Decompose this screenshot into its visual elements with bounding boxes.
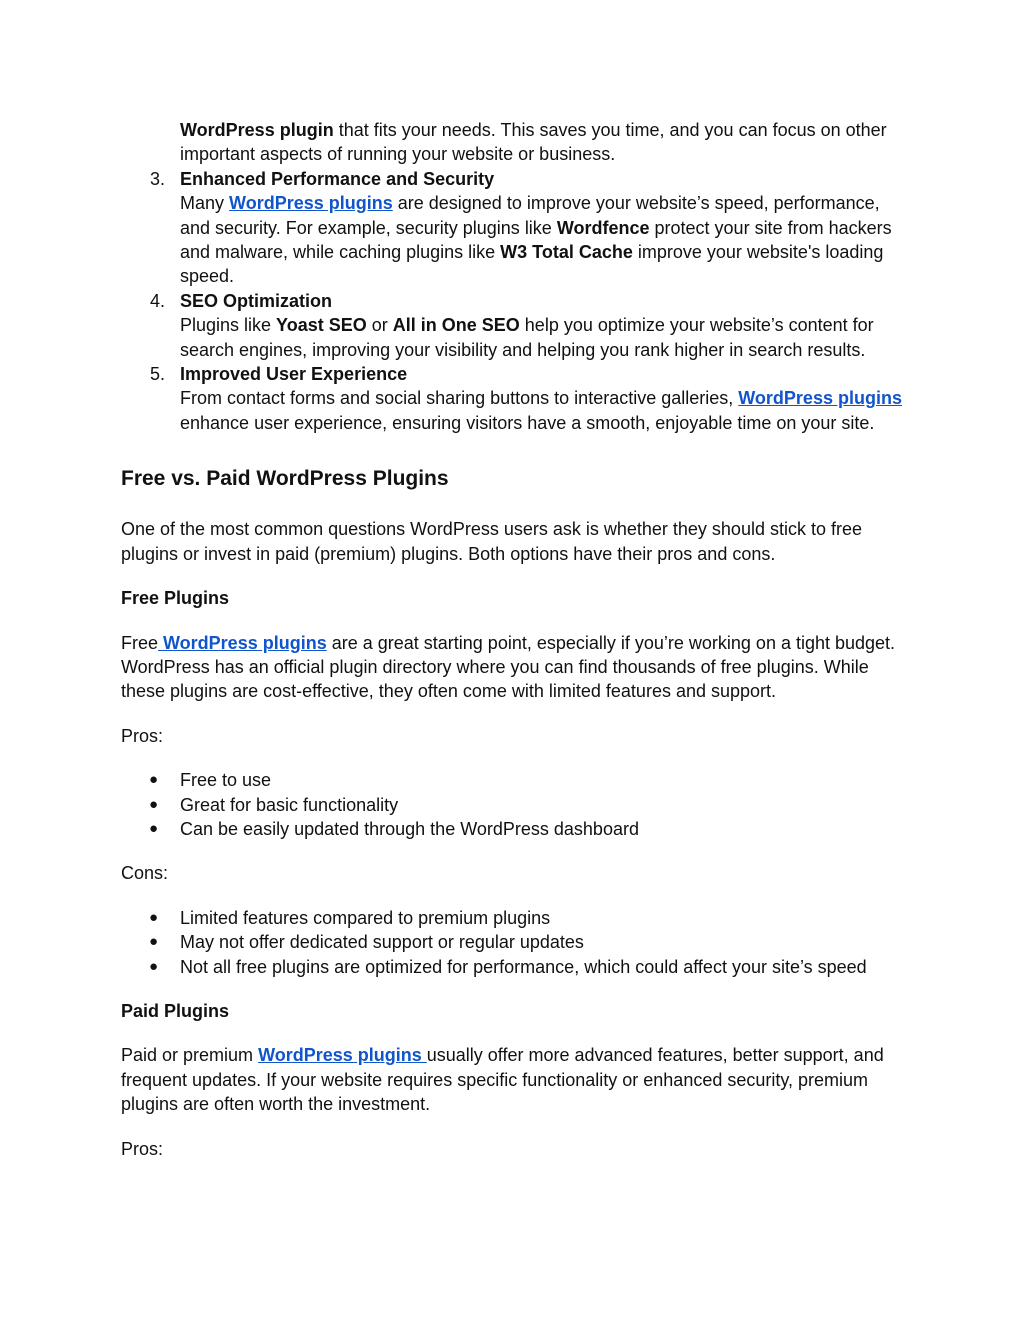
list-number: 3. (150, 168, 166, 189)
wordpress-plugins-link[interactable]: WordPress plugins (738, 388, 902, 409)
list-item-text: May not offer dedicated support or regular updates (180, 932, 584, 953)
list-item (121, 906, 911, 930)
bold-term: WordPress plugin (180, 120, 334, 140)
list-item-title: Improved User Experience (180, 364, 408, 385)
wordpress-plugins-link[interactable]: WordPress plugins (258, 1045, 427, 1066)
text-run: are designed to improve your website’s speed, performance, and security. For example, security plugins like (180, 193, 880, 238)
text-run: are a great starting point, especially if you’re working on a tight budget. WordPress has an official plugin directory where you can find thousands of free plugins. While these plugins are cost-effective, they often come with limited features and support. (121, 632, 896, 702)
list-item (121, 793, 911, 817)
list-item (121, 817, 911, 841)
paid-plugins-heading: Paid Plugins (121, 1000, 230, 1021)
bullet-icon: ● (149, 933, 159, 951)
list-number: 5. (150, 364, 166, 385)
bold-term: Yoast SEO (276, 315, 367, 336)
list-item-text: that fits your needs. This saves you time, and you can focus on other important aspects of running your website or business. (180, 120, 887, 165)
pros-label: Pros: (121, 725, 164, 746)
free-cons-list (121, 906, 911, 979)
section-heading: Free vs. Paid WordPress Plugins (121, 467, 449, 491)
list-item-text: Limited features compared to premium plugins (180, 907, 551, 928)
text-run: Paid or premium (121, 1045, 259, 1066)
list-item (121, 768, 911, 792)
list-item-title: Enhanced Performance and Security (180, 168, 495, 189)
list-number: 4. (150, 290, 166, 311)
section-intro: One of the most common questions WordPress users ask is whether they should stick to free plugins or invest in paid (premium) plugins. Both options have their pros and cons. (121, 519, 862, 564)
bold-term: All in One SEO (392, 315, 520, 336)
list-item-text: Great for basic functionality (180, 794, 399, 815)
text-run: Many (180, 193, 230, 214)
text-run: improve your website's loading speed. (180, 242, 884, 287)
free-plugins-heading: Free Plugins (121, 588, 230, 609)
bullet-icon: ● (149, 819, 159, 837)
text-run: or (366, 315, 393, 336)
bullet-icon: ● (149, 957, 159, 975)
wordpress-plugins-link[interactable]: WordPress plugins (229, 193, 393, 214)
free-pros-list (121, 768, 911, 841)
text-run: Plugins like (180, 315, 277, 336)
list-item-user-experience (121, 362, 911, 435)
wordpress-plugins-link[interactable]: WordPress plugins (158, 632, 327, 653)
cons-label: Cons: (121, 863, 169, 884)
text-run: protect your site from hackers and malware, while caching plugins like (180, 217, 892, 263)
bullet-icon: ● (149, 771, 159, 789)
list-item-title: SEO Optimization (180, 290, 333, 311)
free-plugins-paragraph (121, 631, 911, 704)
list-item-continuation (121, 118, 911, 167)
list-item (121, 930, 911, 954)
bullet-icon: ● (149, 795, 159, 813)
list-item-seo (121, 289, 911, 362)
pros-label: Pros: (121, 1138, 164, 1159)
text-run: From contact forms and social sharing buttons to interactive galleries, (180, 388, 739, 409)
bold-term: Wordfence (556, 217, 650, 238)
text-run: Free (121, 632, 159, 653)
list-item-text: Free to use (180, 770, 272, 791)
text-run: usually offer more advanced features, better support, and frequent updates. If your website requires specific functionality or enhanced security, premium plugins are often worth the investment. (121, 1045, 884, 1115)
paid-plugins-paragraph (121, 1043, 911, 1116)
list-item-text: Can be easily updated through the WordPress dashboard (180, 818, 639, 839)
list-item-text: Not all free plugins are optimized for performance, which could affect your site’s speed (180, 956, 867, 977)
text-run: enhance user experience, ensuring visitors have a smooth, enjoyable time on your site. (180, 412, 875, 433)
bullet-icon: ● (149, 908, 159, 926)
text-run: help you optimize your website’s content for search engines, improving your visibility and helping you rank higher in search results. (180, 315, 874, 360)
list-item (121, 955, 911, 979)
document-page (121, 118, 911, 1161)
list-item-performance (121, 167, 911, 289)
bold-term: W3 Total Cache (500, 242, 633, 263)
